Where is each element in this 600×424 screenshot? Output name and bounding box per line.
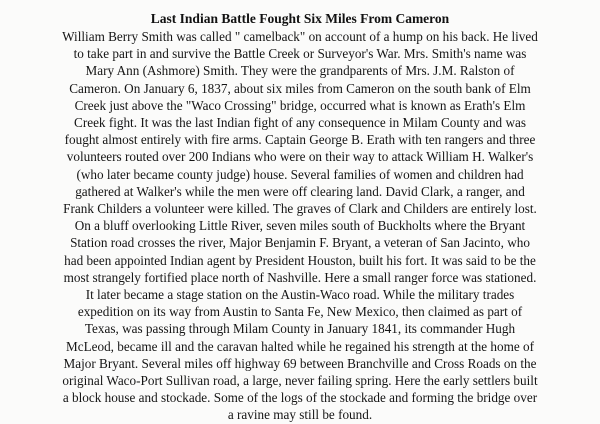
- body-line: a ravine may still be found.: [227, 407, 373, 423]
- body-line: fought almost entirely with fire arms. Captain George B. Erath with ten rangers and three: [64, 132, 536, 148]
- body-line: It later became a stage station on the Austin-Waco road. While the military trades: [85, 287, 515, 303]
- body-line: Major Bryant. Several miles off highway 69 between Branchville and Cross Roads on the: [63, 355, 537, 371]
- body-line: Cameron. On January 6, 1837, about six miles from Cameron on the south bank of Elm: [69, 80, 531, 96]
- body-line: Creek just above the "Waco Crossing" bridge, occurred what is known as Erath's Elm: [74, 97, 526, 113]
- body-line: expedition on its way from Austin to Santa Fe, New Mexico, then claimed as part of: [77, 304, 523, 320]
- document-title: Last Indian Battle Fought Six Miles From Cameron: [150, 11, 450, 26]
- body-line: Creek fight. It was the last Indian fight of any consequence in Milam County and was: [74, 115, 526, 131]
- body-line: most strangely fortified place north of Nashville. Here a small ranger force was stationed.: [63, 269, 537, 285]
- body-line: Frank Childers a volunteer were killed. The graves of Clark and Childers are entirely lost.: [63, 201, 537, 217]
- body-line: gathered at Walker's while the men were off clearing land. David Clark, a ranger, and: [75, 183, 525, 199]
- body-line: to take part in and survive the Battle Creek or Surveyor's War. Mrs. Smith's name was: [73, 46, 527, 62]
- body-line: McLeod, became ill and the caravan halted while he regained his strength at the home of: [66, 338, 534, 354]
- body-line: Station road crosses the river, Major Benjamin F. Bryant, a veteran of San Jacinto, who: [70, 235, 530, 251]
- body-line: On a bluff overlooking Little River, seven miles south of Buckholts where the Bryant: [74, 218, 526, 234]
- body-line: Mary Ann (Ashmore) Smith. They were the grandparents of Mrs. J.M. Ralston of: [85, 63, 515, 79]
- body-line: had been appointed Indian agent by President Houston, built his fort. It was said to be the: [64, 252, 536, 268]
- document-body: [40, 28, 560, 424]
- body-line: Texas, was passing through Milam County in January 1841, its commander Hugh: [84, 321, 516, 337]
- body-line: volunteers routed over 200 Indians who were on their way to attack William H. Walker's: [66, 149, 534, 165]
- body-line: (who later became county judge) house. Several families of women and children had: [76, 166, 524, 182]
- body-line: a block house and stockade. Some of the logs of the stockade and forming the bridge over: [62, 390, 538, 406]
- body-line: William Berry Smith was called " camelback" on account of a hump on his back. He lived: [62, 29, 538, 44]
- body-line: original Waco-Port Sullivan road, a large, never failing spring. Here the early settlers built: [62, 373, 538, 389]
